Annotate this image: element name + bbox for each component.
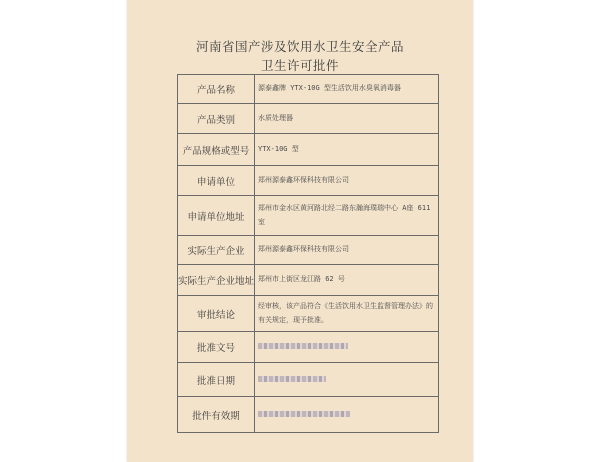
row-label: 批件有效期 [178,397,255,433]
row-value-redacted [255,332,439,363]
row-value-redacted [255,363,439,397]
row-value: 经审核，该产品符合《生活饮用水卫生监督管理办法》的有关规定，现予批准。 [255,296,439,332]
table-row [178,166,439,196]
row-label: 批准日期 [178,363,255,397]
row-label: 产品类别 [178,104,255,134]
row-value-redacted [255,397,439,433]
table-row [178,265,439,296]
row-value: 郑州源泰鑫环保科技有限公司 [255,236,439,265]
table-row [178,196,439,236]
redaction-mark [258,411,350,417]
row-label: 审批结论 [178,296,255,332]
row-label: 申请单位地址 [178,196,255,236]
row-value: 郑州源泰鑫环保科技有限公司 [255,166,439,196]
table-row [178,397,439,433]
row-label: 实际生产企业 [178,236,255,265]
table-row [178,236,439,265]
row-label: 批准文号 [178,332,255,363]
row-value: 源泰鑫牌 YTX-10G 型生活饮用水臭氧消毒器 [255,75,439,104]
row-label: 产品规格或型号 [178,134,255,166]
row-label: 产品名称 [178,75,255,104]
table-row [178,332,439,363]
redaction-mark [258,343,348,349]
row-label: 实际生产企业地址 [178,265,255,296]
row-value: 水质处理器 [255,104,439,134]
row-value: 郑州市金水区黄河路北经二路东瀚海璞瑞中心 A座 611 室 [255,196,439,236]
document-title-line1: 河南省国产涉及饮用水卫生安全产品 [195,39,404,54]
table-row [178,134,439,166]
permit-document [127,0,473,462]
table-row [178,75,439,104]
permit-table [177,74,439,433]
redaction-mark [258,376,326,382]
table-row [178,104,439,134]
row-value: 郑州市上街区龙江路 62 号 [255,265,439,296]
table-row [178,296,439,332]
row-label: 申请单位 [178,166,255,196]
document-title-line2: 卫生许可批件 [260,58,339,73]
table-row [178,363,439,397]
row-value: YTX-10G 型 [255,134,439,166]
